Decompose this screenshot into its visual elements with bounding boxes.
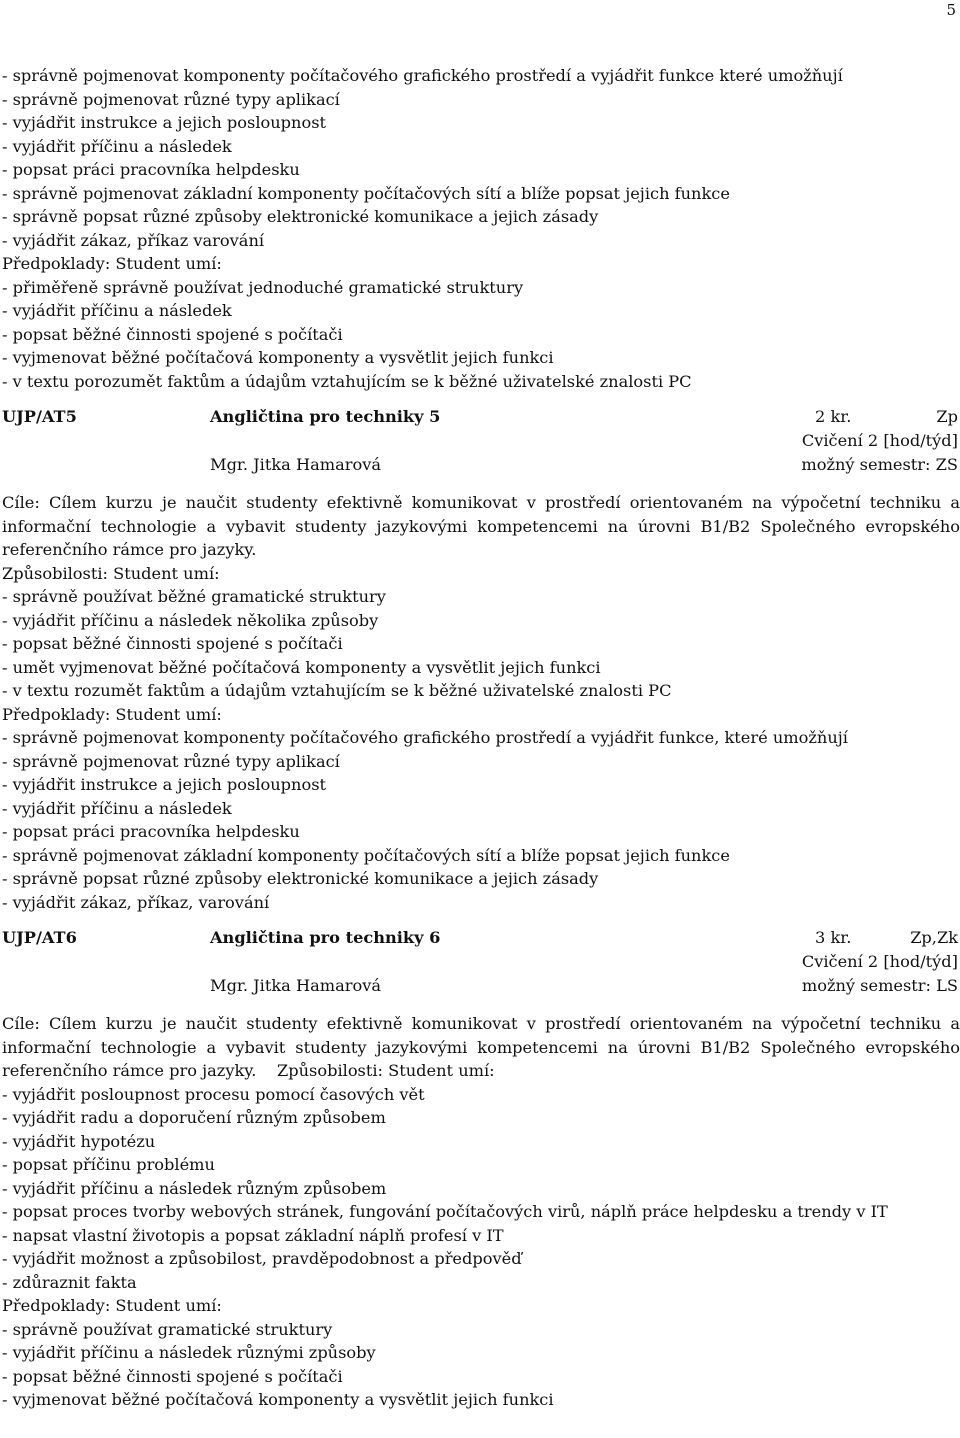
course-title: Angličtina pro techniky 5 bbox=[210, 407, 441, 426]
list-item: - správně popsat různé způsoby elektronické komunikace a jejich zásady bbox=[2, 207, 599, 226]
list-item: - vyjmenovat běžné počítačová komponenty a vysvětlit jejich funkci bbox=[2, 1390, 554, 1409]
section-heading: Předpoklady: Student umí: bbox=[2, 1296, 222, 1315]
course-code: UJP/AT5 bbox=[2, 407, 77, 426]
list-item: - vyjádřit příčinu a následek různými způsoby bbox=[2, 1343, 376, 1362]
list-item: - vyjádřit posloupnost procesu pomocí časových vět bbox=[2, 1084, 425, 1104]
course-credits: 2 kr. bbox=[815, 407, 852, 426]
list-item: - v textu porozumět faktům a údajům vztahujícím se k běžné uživatelské znalosti PC bbox=[2, 371, 692, 391]
course-teacher: Mgr. Jitka Hamarová bbox=[210, 976, 382, 995]
list-item: - vyjádřit příčinu a následek různým způsobem bbox=[2, 1178, 387, 1198]
course-assessment: Zp,Zk bbox=[910, 928, 958, 947]
course-title: Angličtina pro techniky 6 bbox=[210, 928, 441, 947]
course-semester: možný semestr: LS bbox=[801, 976, 958, 995]
list-item: - správně pojmenovat základní komponenty počítačových sítí a blíže popsat jejich funkce bbox=[2, 183, 730, 203]
list-item: - vyjádřit příčinu a následek bbox=[2, 136, 232, 156]
list-item: - přiměřeně správně používat jednoduché gramatické struktury bbox=[2, 277, 524, 297]
course-block-at5 bbox=[2, 405, 960, 914]
list-item: - správně používat gramatické struktury bbox=[2, 1319, 333, 1339]
course-assessment: Zp bbox=[936, 407, 958, 426]
list-item: - popsat práci pracovníka helpdesku bbox=[2, 822, 300, 841]
course-semester: možný semestr: ZS bbox=[801, 455, 958, 474]
section-heading: Předpoklady: Student umí: bbox=[2, 254, 222, 273]
section-heading: Způsobilosti: Student umí: bbox=[2, 563, 220, 583]
course-teacher: Mgr. Jitka Hamarová bbox=[210, 455, 382, 474]
page-number: 5 bbox=[946, 1, 956, 19]
list-item: - popsat proces tvorby webových stránek, fungování počítačových virů, náplň práce helpdesku a trendy v IT bbox=[2, 1202, 888, 1221]
list-item: - umět vyjmenovat běžné počítačová komponenty a vysvětlit jejich funkci bbox=[2, 657, 601, 677]
list-item: - správně pojmenovat různé typy aplikací bbox=[2, 89, 340, 109]
course-header bbox=[2, 926, 960, 950]
course-goals: Cíle: Cílem kurzu je naučit studenty efektivně komunikovat v prostředí orientovaném na výpočetní techniku a informační technologie a vybavit studenty jazykovými kompetencemi na úrovni B1/B2 Společného evropského referenčního rámce pro jazyky. Způsobilosti: Student umí: bbox=[2, 1014, 960, 1080]
list-item: - vyjádřit možnost a způsobilost, pravděpodobnost a předpověď bbox=[2, 1249, 522, 1268]
document-body bbox=[2, 64, 960, 1412]
list-item: - vyjmenovat běžné počítačová komponenty a vysvětlit jejich funkci bbox=[2, 348, 554, 367]
list-item: - správně pojmenovat komponenty počítačového grafického prostředí a vyjádřit funkce které umožňují bbox=[2, 66, 843, 85]
course-hours: Cvičení 2 [hod/týd] bbox=[801, 431, 958, 450]
list-item: - napsat vlastní životopis a popsat základní náplň profesí v IT bbox=[2, 1225, 504, 1245]
list-item: - vyjádřit příčinu a následek bbox=[2, 798, 232, 818]
list-item: - správně používat běžné gramatické struktury bbox=[2, 587, 386, 606]
list-item: - vyjádřit hypotézu bbox=[2, 1131, 156, 1151]
list-item: - správně pojmenovat komponenty počítačového grafického prostředí a vyjádřit funkce, které umožňují bbox=[2, 728, 848, 747]
list-item: - popsat běžné činnosti spojené s počítači bbox=[2, 324, 343, 344]
list-item: - vyjádřit zákaz, příkaz varování bbox=[2, 230, 265, 250]
list-item: - správně pojmenovat různé typy aplikací bbox=[2, 751, 340, 771]
list-item: - v textu rozumět faktům a údajům vztahujícím se k běžné uživatelské znalosti PC bbox=[2, 681, 672, 700]
list-item: - vyjádřit příčinu a následek několika způsoby bbox=[2, 610, 379, 630]
course-hours: Cvičení 2 [hod/týd] bbox=[801, 952, 958, 971]
list-item: - vyjádřit radu a doporučení různým způsobem bbox=[2, 1108, 386, 1127]
course-credits: 3 kr. bbox=[815, 928, 852, 947]
list-item: - vyjádřit instrukce a jejich posloupnost bbox=[2, 775, 327, 794]
list-item: - vyjádřit příčinu a následek bbox=[2, 301, 232, 320]
course-teacher-row bbox=[2, 974, 960, 998]
list-item: - vyjádřit instrukce a jejich posloupnost bbox=[2, 113, 327, 132]
section-heading: Předpoklady: Student umí: bbox=[2, 704, 222, 724]
course-goals: Cíle: Cílem kurzu je naučit studenty efektivně komunikovat v prostředí orientovaném na výpočetní techniku a informační technologie a vybavit studenty jazykovými kompetencemi na úrovni B1/B2 Společného evropského referenčního rámce pro jazyky. bbox=[2, 493, 960, 559]
course-block-at6 bbox=[2, 926, 960, 1412]
top-list bbox=[2, 64, 960, 393]
course-code: UJP/AT6 bbox=[2, 928, 77, 947]
course-hours-row bbox=[2, 950, 960, 974]
list-item: - popsat práci pracovníka helpdesku bbox=[2, 160, 300, 179]
list-item: - vyjádřit zákaz, příkaz, varování bbox=[2, 892, 270, 912]
course-teacher-row bbox=[2, 453, 960, 477]
list-item: - popsat příčinu problému bbox=[2, 1155, 215, 1174]
course-header bbox=[2, 405, 960, 429]
list-item: - správně pojmenovat základní komponenty počítačových sítí a blíže popsat jejich funkce bbox=[2, 845, 730, 865]
list-item: - popsat běžné činnosti spojené s počítači bbox=[2, 1366, 343, 1386]
course-hours-row bbox=[2, 429, 960, 453]
list-item: - popsat běžné činnosti spojené s počítači bbox=[2, 634, 343, 653]
list-item: - zdůraznit fakta bbox=[2, 1272, 137, 1292]
list-item: - správně popsat různé způsoby elektronické komunikace a jejich zásady bbox=[2, 869, 599, 888]
